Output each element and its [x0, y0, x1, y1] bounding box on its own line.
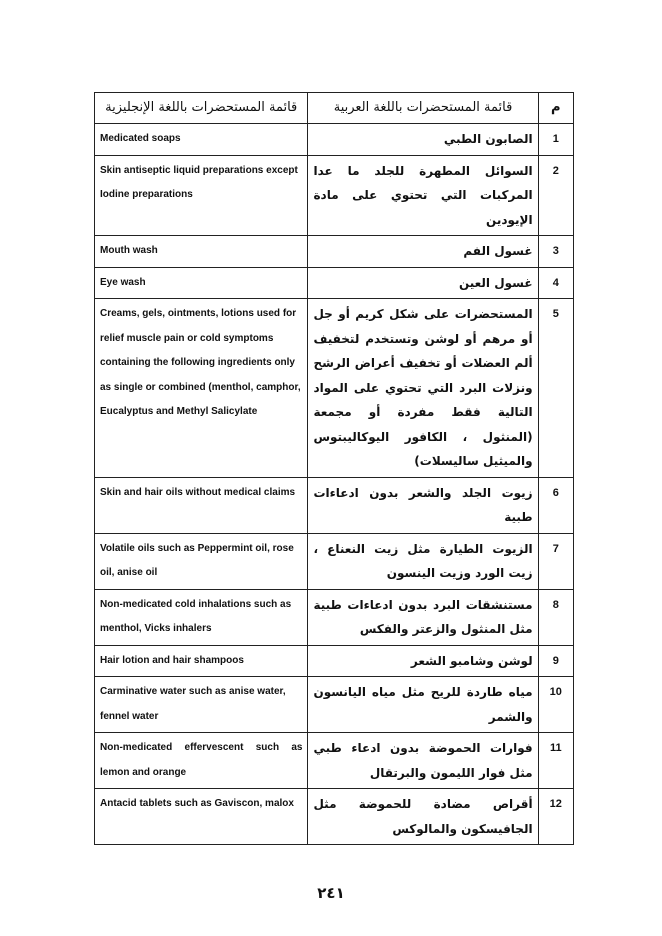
row-number: 5 [538, 299, 573, 478]
row-english: Hair lotion and hair shampoos [95, 645, 308, 677]
row-english: Non-medicated cold inhalations such as menthol, Vicks inhalers [95, 589, 308, 645]
row-number: 6 [538, 477, 573, 533]
row-english: Skin and hair oils without medical claims [95, 477, 308, 533]
row-number: 7 [538, 533, 573, 589]
header-english-list: قائمة المستحضرات باللغة الإنجليزية [95, 93, 308, 124]
table-row [95, 789, 574, 845]
row-english: Volatile oils such as Peppermint oil, rose oil, anise oil [95, 533, 308, 589]
row-arabic: مياه طاردة للريح مثل مياه اليانسون والشمر [308, 677, 538, 733]
row-arabic: غسول العين [308, 267, 538, 299]
row-number: 2 [538, 155, 573, 236]
row-english: Eye wash [95, 267, 308, 299]
row-number: 4 [538, 267, 573, 299]
table-row [95, 124, 574, 156]
row-number: 1 [538, 124, 573, 156]
header-arabic-list: قائمة المستحضرات باللغة العربية [308, 93, 538, 124]
row-english: Medicated soaps [95, 124, 308, 156]
table-row [95, 533, 574, 589]
row-arabic: لوشن وشامبو الشعر [308, 645, 538, 677]
table-row [95, 477, 574, 533]
header-number: م [538, 93, 573, 124]
row-arabic: مستنشقات البرد بدون ادعاءات طبية مثل المنثول والزعتر والفكس [308, 589, 538, 645]
page-number: ٢٤١ [317, 884, 345, 902]
table-row [95, 589, 574, 645]
products-table [94, 92, 574, 845]
row-arabic: غسول الفم [308, 236, 538, 268]
row-number: 8 [538, 589, 573, 645]
row-number: 3 [538, 236, 573, 268]
row-arabic: الزيوت الطيارة مثل زيت النعناع ، زيت الورد وزيت الينسون [308, 533, 538, 589]
row-number: 10 [538, 677, 573, 733]
row-english: Skin antiseptic liquid preparations except Iodine preparations [95, 155, 308, 236]
row-arabic: أقراص مضادة للحموضة مثل الجافيسكون والمالوكس [308, 789, 538, 845]
row-arabic: السوائل المطهرة للجلد ما عدا المركبات التي تحتوي على مادة الإيودين [308, 155, 538, 236]
row-english: Creams, gels, ointments, lotions used for relief muscle pain or cold symptoms containing the following ingredients only as single or combined (menthol, camphor, Eucalyptus and Methyl Salicylate [95, 299, 308, 478]
table-row [95, 267, 574, 299]
row-english: Carminative water such as anise water, fennel water [95, 677, 308, 733]
table-header-row [95, 93, 574, 124]
row-english: Antacid tablets such as Gaviscon, malox [95, 789, 308, 845]
row-english: Non-medicated effervescent such as lemon and orange [95, 733, 308, 789]
table-row [95, 155, 574, 236]
row-number: 9 [538, 645, 573, 677]
row-arabic: المستحضرات على شكل كريم أو جل أو مرهم أو لوشن وتستخدم لتخفيف ألم العضلات أو تخفيف أعراض الرشح ونزلات البرد التي تحتوي على المواد التالية فقط مفردة أو مجمعة (المنثول ، الكافور اليوكاليبتوس والميثيل ساليسلات) [308, 299, 538, 478]
row-number: 12 [538, 789, 573, 845]
row-arabic: الصابون الطبي [308, 124, 538, 156]
row-number: 11 [538, 733, 573, 789]
row-arabic: زيوت الجلد والشعر بدون ادعاءات طبية [308, 477, 538, 533]
table-row [95, 299, 574, 478]
table-row [95, 677, 574, 733]
row-arabic: فوارات الحموضة بدون ادعاء طبي مثل فوار الليمون والبرتقال [308, 733, 538, 789]
table-row [95, 236, 574, 268]
row-english: Mouth wash [95, 236, 308, 268]
table-row [95, 645, 574, 677]
table-row [95, 733, 574, 789]
